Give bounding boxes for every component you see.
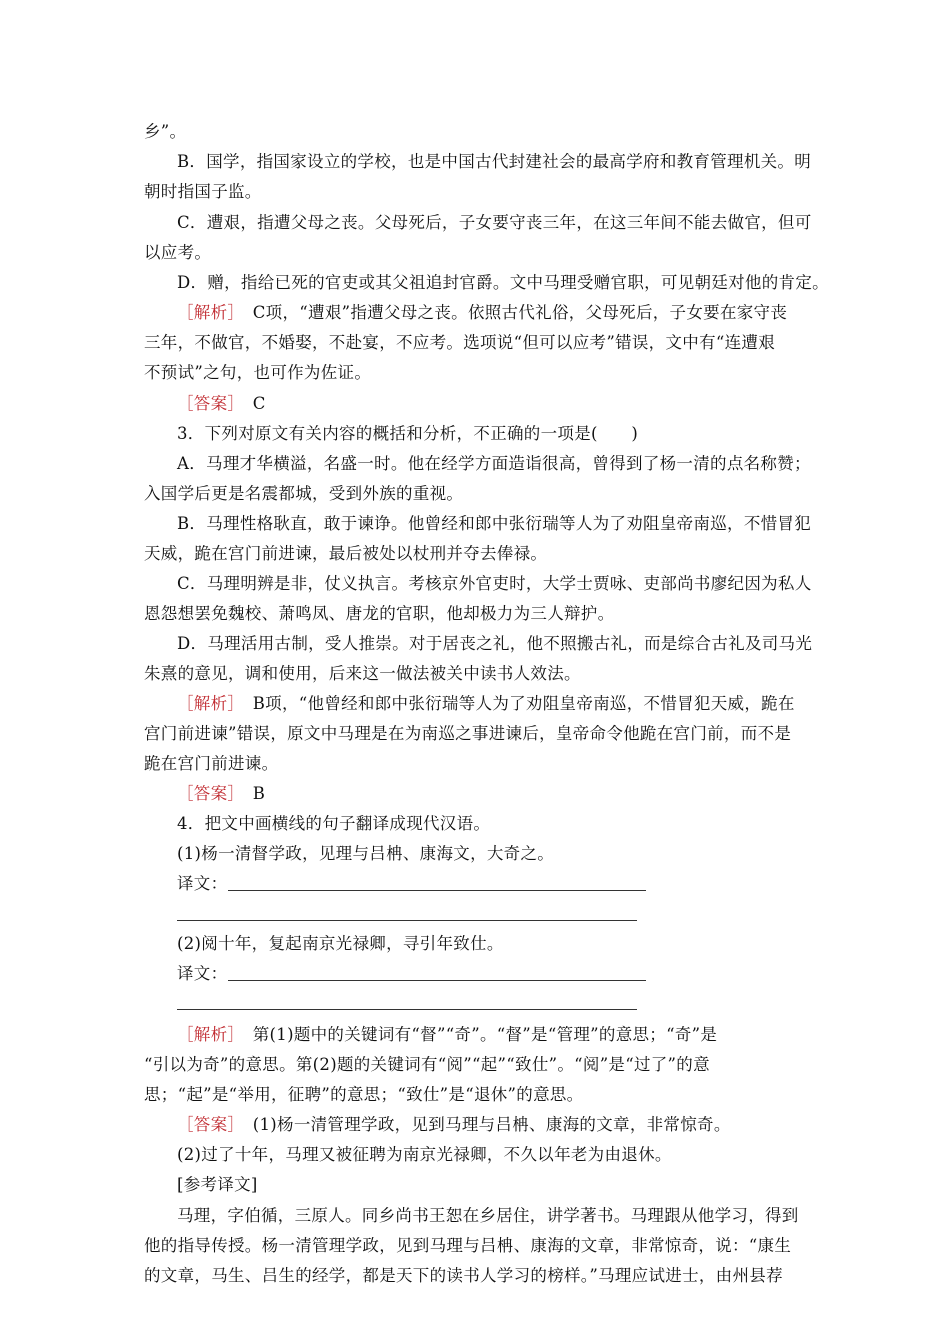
option-c-line: C．马理明辨是非，仗义执言。考核京外官吏时，大学士贾咏、吏部尚书廖纪因为私人 bbox=[177, 574, 812, 593]
text-line: 朝时指国子监。 bbox=[144, 182, 262, 201]
translation-label: 译文： bbox=[177, 964, 228, 983]
text-line: 以应考。 bbox=[144, 243, 212, 262]
option-b-line: B．国学，指国家设立的学校，也是中国古代封建社会的最高学府和教育管理机关。明 bbox=[177, 152, 812, 171]
answer-tag: ［答案］ bbox=[177, 784, 236, 803]
analysis-line: ［解析］ C项，“遭艰”指遭父母之丧。依照古代礼俗，父母死后，子女要在家守丧 bbox=[177, 303, 788, 322]
text-line: 天威，跪在宫门前进谏，最后被处以杖刑并夺去俸禄。 bbox=[144, 544, 548, 563]
option-c-line: C．遭艰，指遭父母之丧。父母死后，子女要守丧三年，在这三年间不能去做官，但可 bbox=[177, 213, 812, 232]
analysis-tag: ［解析］ bbox=[177, 1025, 236, 1044]
analysis-tag: ［解析］ bbox=[177, 303, 236, 322]
question-4: 4．把文中画横线的句子翻译成现代汉语。 bbox=[177, 814, 491, 833]
answer-line: ［答案］ B bbox=[177, 784, 266, 803]
answer-blank-line bbox=[177, 920, 637, 921]
answer-blank-line bbox=[177, 1009, 637, 1010]
answer-blank-line bbox=[228, 890, 646, 891]
sentence-2: (2)阅十年，复起南京光禄卿，寻引年致仕。 bbox=[177, 934, 504, 953]
text-line: 宫门前进谏”错误，原文中马理是在为南巡之事进谏后，皇帝命令他跪在宫门前，而不是 bbox=[144, 724, 792, 743]
sentence-1: (1)杨一清督学政，见理与吕柟、康海文，大奇之。 bbox=[177, 844, 555, 863]
answer-tag: ［答案］ bbox=[177, 1115, 236, 1134]
paragraph-line: 马理，字伯循，三原人。同乡尚书王恕在乡居住，讲学著书。马理跟从他学习，得到 bbox=[177, 1206, 799, 1225]
answer-blank-line bbox=[228, 980, 646, 981]
answer-line: (2)过了十年，马理又被征聘为南京光禄卿，不久以年老为由退休。 bbox=[177, 1145, 672, 1164]
answer-tag: ［答案］ bbox=[177, 394, 236, 413]
analysis-line: ［解析］ B项，“他曾经和郎中张衍瑞等人为了劝阻皇帝南巡，不惜冒犯天威，跪在 bbox=[177, 694, 795, 713]
reference-translation-heading: [参考译文] bbox=[177, 1175, 258, 1194]
text-line: 不预试”之句，也可作为佐证。 bbox=[144, 363, 372, 382]
question-3: 3．下列对原文有关内容的概括和分析，不正确的一项是( ) bbox=[177, 424, 639, 443]
text-line: 朱熹的意见，调和使用，后来这一做法被关中读书人效法。 bbox=[144, 664, 581, 683]
answer-line: ［答案］ C bbox=[177, 394, 266, 413]
paragraph-line: 他的指导传授。杨一清管理学政，见到马理与吕柟、康海的文章，非常惊奇，说：“康生 bbox=[144, 1236, 792, 1255]
text-line: 跪在宫门前进谏。 bbox=[144, 754, 279, 773]
text-line: 恩怨想罢免魏校、萧鸣凤、唐龙的官职，他却极力为三人辩护。 bbox=[144, 604, 615, 623]
text-line: 思；“起”是“举用，征聘”的意思；“致仕”是“退休”的意思。 bbox=[144, 1085, 584, 1104]
option-b-line: B．马理性格耿直，敢于谏诤。他曾经和郎中张衍瑞等人为了劝阻皇帝南巡，不惜冒犯 bbox=[177, 514, 812, 533]
analysis-tag: ［解析］ bbox=[177, 694, 236, 713]
translation-label: 译文： bbox=[177, 874, 228, 893]
text-line: 乡”。 bbox=[144, 122, 187, 141]
text-line: “引以为奇”的意思。第(2)题的关键词有“阅”“起”“致仕”。“阅”是“过了”的意 bbox=[144, 1055, 710, 1074]
option-d-line: D．马理活用古制，受人推崇。对于居丧之礼，他不照搬古礼，而是综合古礼及司马光 bbox=[177, 634, 813, 653]
answer-line: ［答案］ (1)杨一清管理学政，见到马理与吕柟、康海的文章，非常惊奇。 bbox=[177, 1115, 731, 1134]
paragraph-line: 的文章，马生、吕生的经学，都是天下的读书人学习的榜样。”马理应试进士，由州县荐 bbox=[144, 1266, 783, 1285]
analysis-line: ［解析］ 第(1)题中的关键词有“督”“奇”。“督”是“管理”的意思；“奇”是 bbox=[177, 1025, 718, 1044]
text-line: 三年，不做官，不婚娶，不赴宴，不应考。选项说“但可以应考”错误，文中有“连遭艰 bbox=[144, 333, 776, 352]
option-a-line: A．马理才华横溢，名盛一时。他在经学方面造诣很高，曾得到了杨一清的点名称赞； bbox=[177, 454, 811, 473]
text-line: 入国学后更是名震都城，受到外族的重视。 bbox=[144, 484, 464, 503]
option-d-line: D．赠，指给已死的官吏或其父祖追封官爵。文中马理受赠官职，可见朝廷对他的肯定。 bbox=[177, 273, 829, 292]
